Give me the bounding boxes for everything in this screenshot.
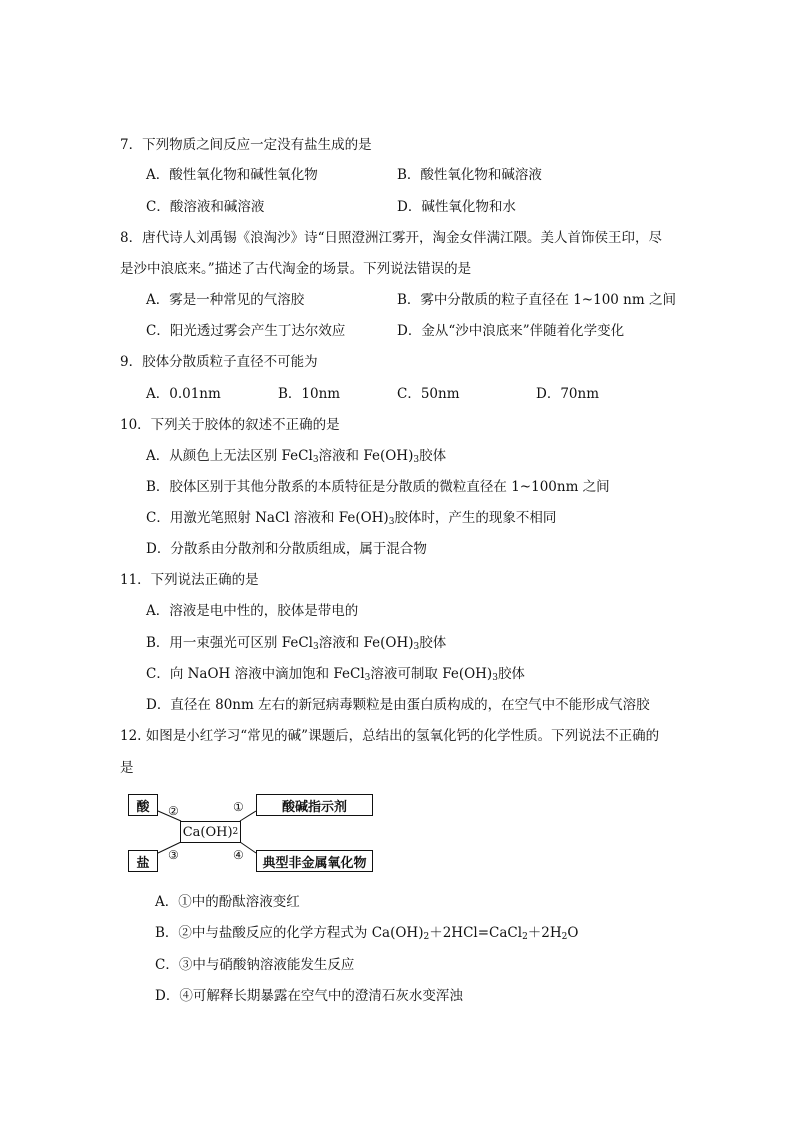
q11-option-c	[146, 665, 525, 683]
salt-box: 盐	[128, 850, 158, 872]
subscript: 3	[413, 455, 420, 465]
q7-stem: 7．下列物质之间反应一定没有盐生成的是	[120, 137, 372, 153]
q7-option-a: A．酸性氧化物和碱性氧化物	[146, 167, 318, 183]
caoh2-properties-diagram	[128, 792, 378, 872]
oxide-box: 典型非金属氧化物	[256, 850, 373, 872]
q10-option-a	[146, 447, 446, 465]
q8-stem-line2: 是沙中浪底来。”描述了古代淘金的场景。下列说法错误的是	[120, 261, 472, 277]
q12-option-b	[155, 924, 578, 942]
subscript: 2	[561, 932, 568, 942]
q11-option-a: A．溶液是电中性的，胶体是带电的	[146, 603, 359, 619]
q7-option-b: B．酸性氧化物和碱溶液	[397, 167, 542, 183]
q11-c-text1: C．向 NaOH 溶液中滴加饱和 FeCl	[146, 666, 365, 682]
q12-option-c: C．③中与硝酸钠溶液能发生反应	[155, 957, 355, 973]
subscript: 3	[413, 642, 420, 652]
q12-option-d: D．④可解释长期暴露在空气中的澄清石灰水变浑浊	[155, 988, 463, 1004]
subscript: 3	[364, 673, 371, 683]
q8-option-c: C．阳光透过雾会产生丁达尔效应	[146, 323, 346, 339]
q12-b-eq3: O	[567, 925, 579, 941]
q10-stem: 10．下列关于胶体的叙述不正确的是	[120, 417, 340, 433]
q12-b-text: B．②中与盐酸反应的化学方程式为 Ca(OH)	[155, 925, 424, 941]
q9-option-d: D．70nm	[536, 386, 599, 402]
q11-c-text3: 胶体	[497, 666, 525, 682]
subscript: 3	[312, 455, 319, 465]
q9-stem: 9．胶体分散质粒子直径不可能为	[120, 354, 318, 370]
q12-stem-line1: 12. 如图是小红学习“常见的碱”课题后，总结出的氢氧化钙的化学性质。下列说法不正确的	[120, 728, 660, 744]
label-2: ②	[168, 804, 179, 818]
q10-option-c	[146, 509, 556, 527]
subscript: 2	[423, 932, 430, 942]
q10-c-text2: 胶体时，产生的现象不相同	[394, 510, 557, 526]
subscript: 3	[312, 642, 319, 652]
label-4: ④	[233, 848, 244, 862]
q10-a-text3: 胶体	[419, 448, 447, 464]
q9-option-a: A．0.01nm	[146, 386, 221, 402]
q8-option-d: D．金从“沙中浪底来”伴随着化学变化	[397, 323, 625, 339]
q12-option-a: A．①中的酚酞溶液变红	[155, 894, 300, 910]
q7-option-d: D．碱性氧化物和水	[397, 199, 516, 215]
q11-option-b	[146, 634, 446, 652]
q11-b-text1: B．用一束强光可区别 FeCl	[146, 635, 313, 651]
q10-a-text1: A．从颜色上无法区别 FeCl	[146, 448, 313, 464]
q10-a-text2: 溶液和 Fe(OH)	[318, 448, 414, 464]
q11-option-d: D．直径在 80nm 左右的新冠病毒颗粒是由蛋白质构成的，在空气中不能形成气溶胶	[146, 697, 650, 713]
subscript: 3	[492, 673, 498, 683]
caoh2-text: Ca(OH)	[182, 824, 233, 840]
q7-option-c: C．酸溶液和碱溶液	[146, 199, 265, 215]
q8-option-a: A．雾是一种常见的气溶胶	[146, 292, 305, 308]
q9-option-b: B．10nm	[278, 386, 341, 402]
q8-stem-line1: 8．唐代诗人刘禹锡《浪淘沙》诗“日照澄洲江雾开，淘金女伴满江隈。美人首饰侯王印，尽	[120, 230, 662, 246]
q11-b-text2: 溶液和 Fe(OH)	[318, 635, 414, 651]
q11-stem: 11．下列说法正确的是	[120, 572, 259, 588]
q11-b-text3: 胶体	[419, 635, 447, 651]
indicator-box: 酸碱指示剂	[256, 794, 373, 816]
q10-option-b: B．胶体区别于其他分散系的本质特征是分散质的微粒直径在 1~100nm 之间	[146, 479, 610, 495]
q12-b-eq1: ＋2HCl=CaCl	[429, 925, 523, 941]
q8-option-b: B．雾中分散质的粒子直径在 1~100 nm 之间	[397, 292, 676, 308]
caoh2-box: Ca(OH) 2	[180, 821, 241, 843]
q12-b-eq2: ＋2H	[527, 925, 562, 941]
q10-c-text1: C．用激光笔照射 NaCl 溶液和 Fe(OH)	[146, 510, 389, 526]
subscript: 2	[522, 932, 528, 942]
label-1: ①	[233, 800, 244, 814]
q11-c-text2: 溶液可制取 Fe(OH)	[370, 666, 493, 682]
acid-box: 酸	[128, 794, 158, 816]
subscript: 3	[388, 517, 395, 527]
q9-option-c: C．50nm	[397, 386, 460, 402]
q10-option-d: D．分散系由分散剂和分散质组成，属于混合物	[146, 541, 427, 557]
label-3: ③	[168, 848, 179, 862]
q12-stem-line2: 是	[120, 760, 134, 776]
